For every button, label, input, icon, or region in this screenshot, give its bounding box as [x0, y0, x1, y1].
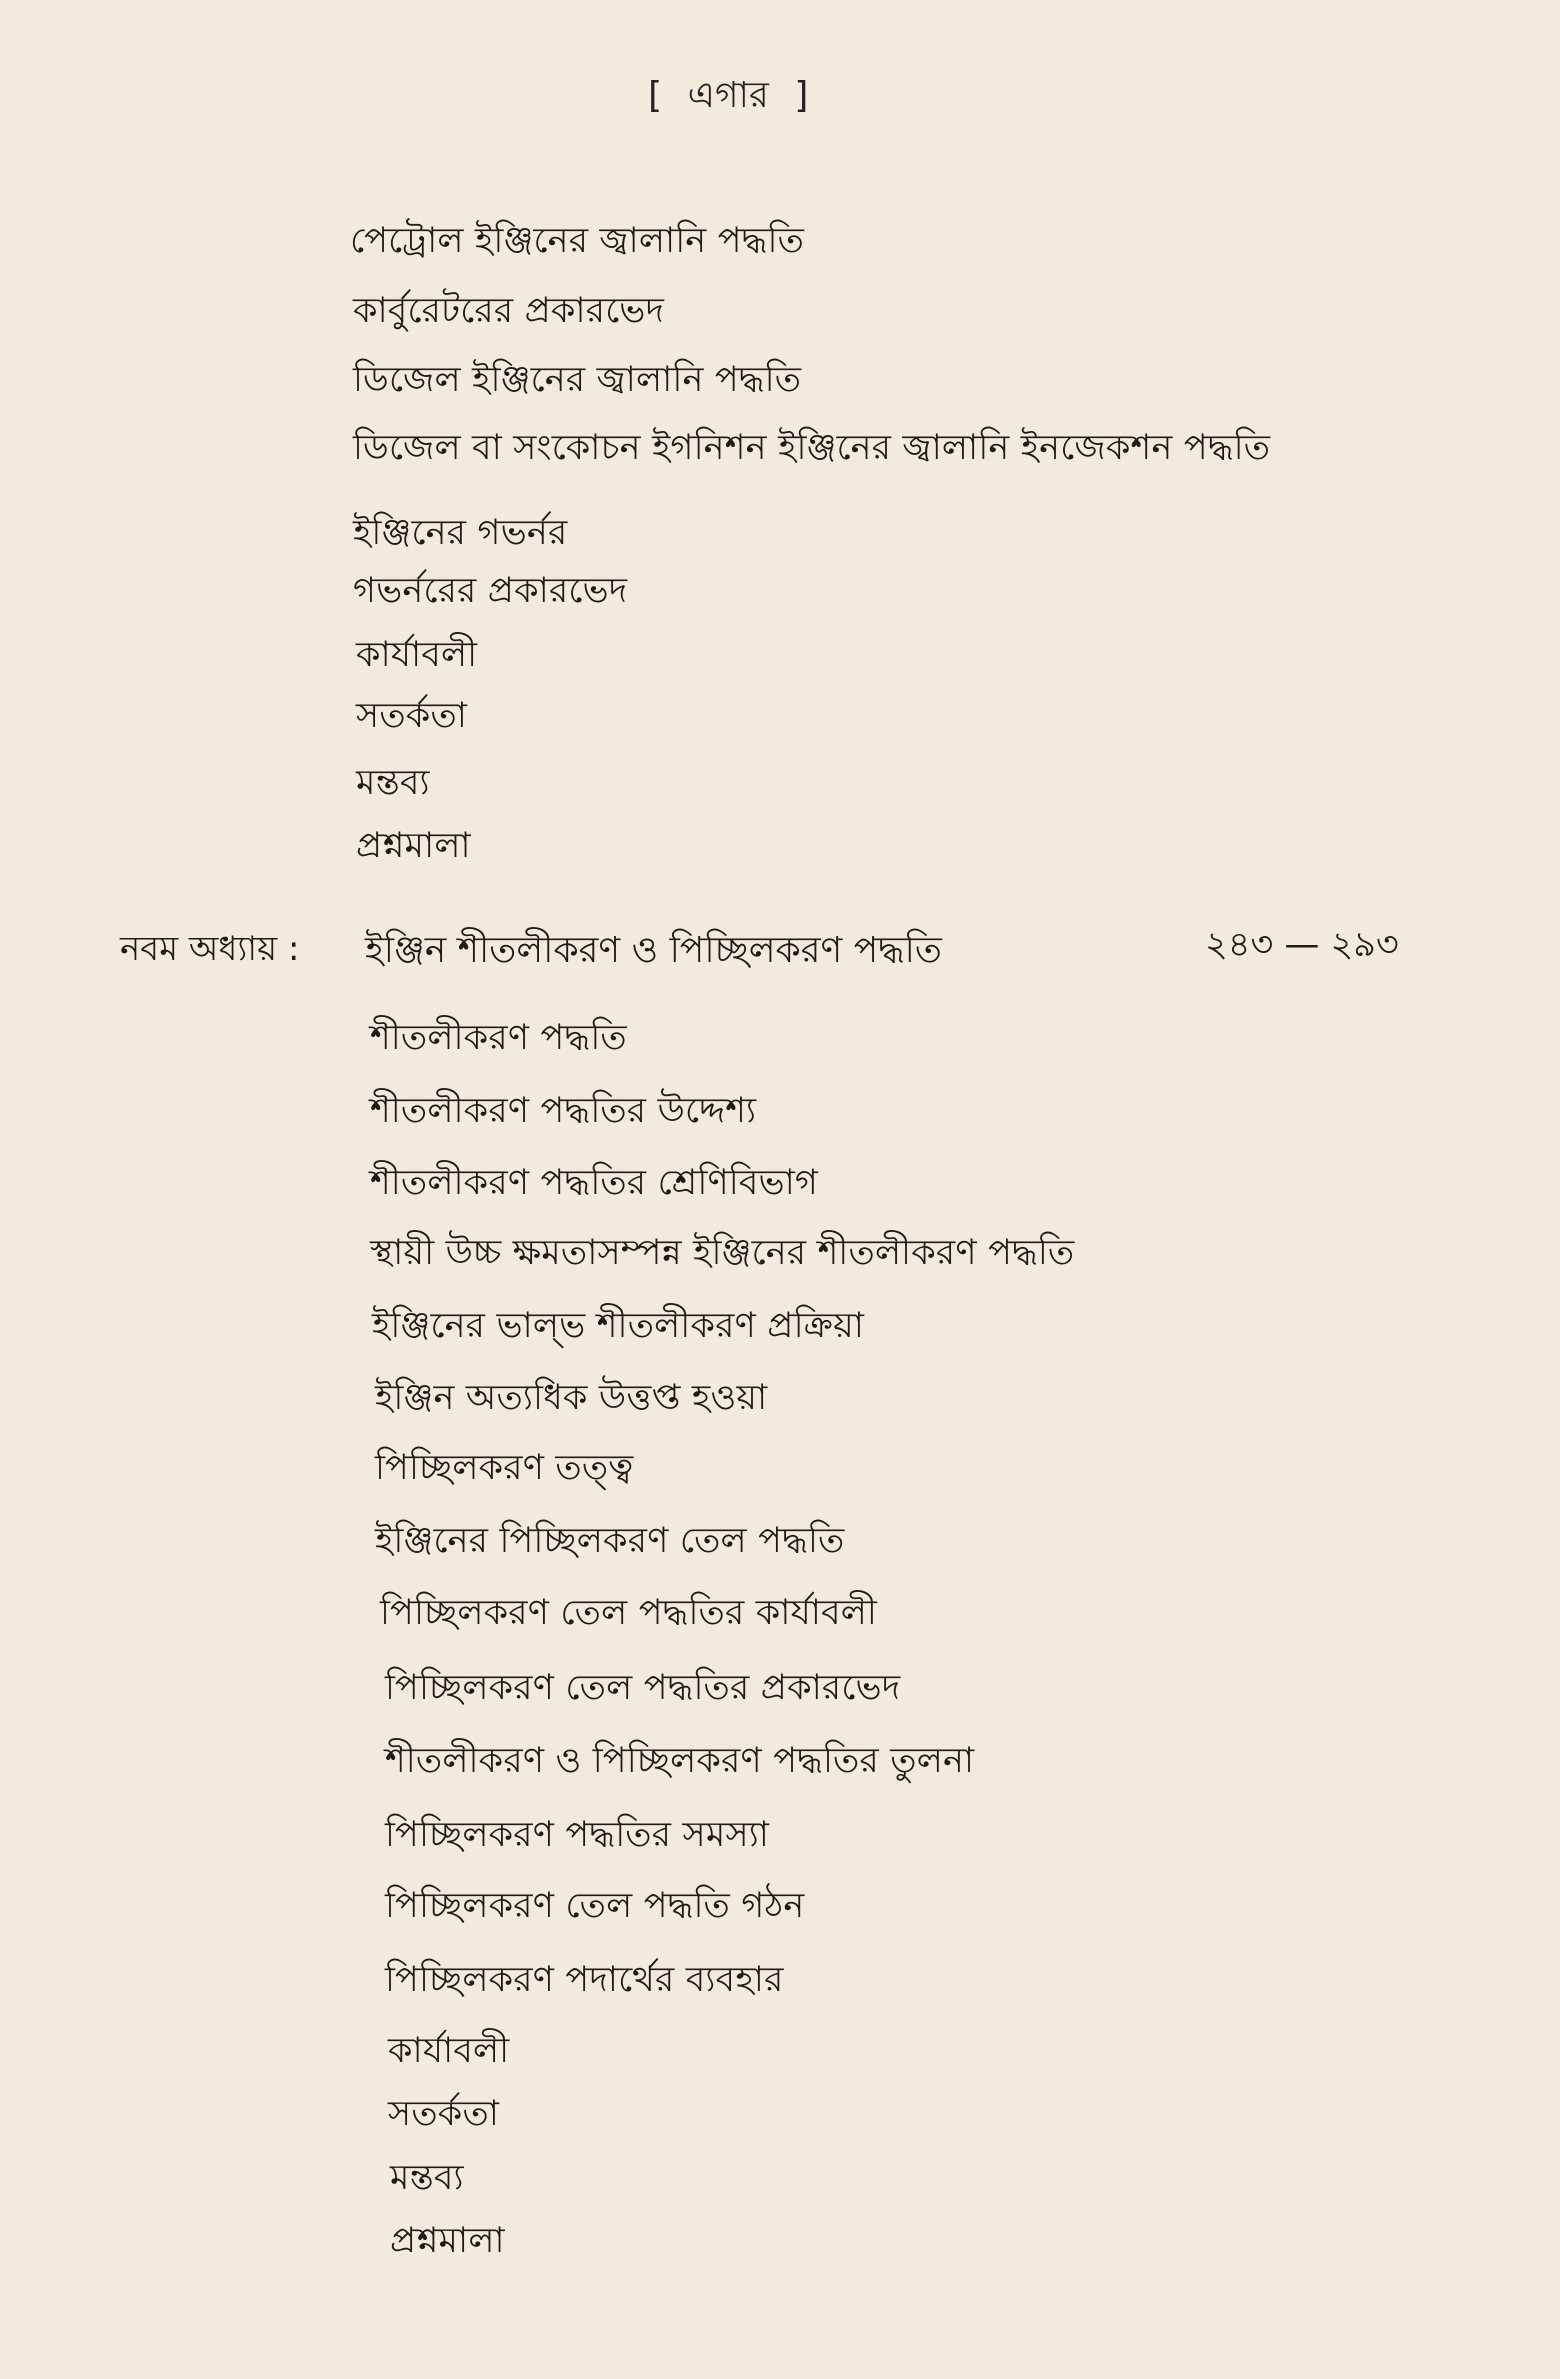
- toc-entry: কার্যাবলী: [356, 635, 478, 675]
- toc-entry: স্থায়ী উচ্চ ক্ষমতাসম্পন্ন ইঞ্জিনের শীতলীকরণ পদ্ধতি: [370, 1233, 1075, 1273]
- toc-entry: পিচ্ছিলকরণ পদার্থের ব্যবহার: [385, 1960, 784, 2000]
- toc-entry: ইঞ্জিন অত্যধিক উত্তপ্ত হওয়া: [375, 1378, 768, 1418]
- chapter-label: নবম অধ্যায় :: [120, 929, 300, 969]
- toc-entry: কার্বুরেটরের প্রকারভেদ: [353, 291, 665, 331]
- toc-entry: শীতলীকরণ ও পিচ্ছিলকরণ পদ্ধতির তুলনা: [385, 1741, 975, 1781]
- toc-entry: শীতলীকরণ পদ্ধতির উদ্দেশ্য: [370, 1091, 757, 1131]
- toc-entry: ইঞ্জিনের পিচ্ছিলকরণ তেল পদ্ধতি: [375, 1521, 845, 1561]
- header-close-bracket: ]: [791, 75, 814, 116]
- page-number-header: [643, 68, 813, 128]
- chapter-title: ইঞ্জিন শীতলীকরণ ও পিচ্ছিলকরণ পদ্ধতি: [365, 930, 942, 971]
- toc-entry: গভর্নরের প্রকারভেদ: [353, 571, 628, 611]
- toc-entry: শীতলীকরণ পদ্ধতির শ্রেণিবিভাগ: [370, 1163, 819, 1203]
- toc-entry: কার্যাবলী: [388, 2031, 510, 2071]
- toc-entry: মন্তব্য: [356, 763, 430, 803]
- toc-entry: প্রশ্নমালা: [356, 826, 471, 866]
- toc-entry: পিচ্ছিলকরণ তেল পদ্ধতি গঠন: [385, 1886, 805, 1926]
- toc-entry: ডিজেল ইঞ্জিনের জ্বালানি পদ্ধতি: [353, 360, 802, 400]
- header-open-bracket: [: [643, 75, 665, 116]
- toc-entry: ডিজেল বা সংকোচন ইগনিশন ইঞ্জিনের জ্বালানি ইনজেকশন পদ্ধতি: [353, 428, 1271, 468]
- toc-entry: পেট্রোল ইঞ্জিনের জ্বালানি পদ্ধতি: [350, 221, 805, 261]
- toc-entry: সতর্কতা: [356, 696, 468, 736]
- toc-entry: মন্তব্য: [390, 2158, 464, 2198]
- toc-entry: শীতলীকরণ পদ্ধতি: [370, 1018, 627, 1058]
- toc-entry: পিচ্ছিলকরণ পদ্ধতির সমস্যা: [385, 1815, 770, 1855]
- toc-entry: ইঞ্জিনের গভর্নর: [353, 513, 568, 553]
- header-page-number: এগার: [687, 75, 769, 116]
- toc-entry: প্রশ্নমালা: [390, 2221, 505, 2261]
- toc-entry: ইঞ্জিনের ভাল্‌ভ শীতলীকরণ প্রক্রিয়া: [372, 1306, 865, 1346]
- toc-entry: পিচ্ছিলকরণ তত্ত্ব: [375, 1448, 634, 1488]
- toc-entry: সতর্কতা: [388, 2094, 500, 2134]
- toc-entry: পিচ্ছিলকরণ তেল পদ্ধতির কার্যাবলী: [380, 1593, 878, 1633]
- toc-entry: পিচ্ছিলকরণ তেল পদ্ধতির প্রকারভেদ: [385, 1668, 901, 1708]
- chapter-page-range: ২৪৩ — ২৯৩: [1205, 925, 1399, 965]
